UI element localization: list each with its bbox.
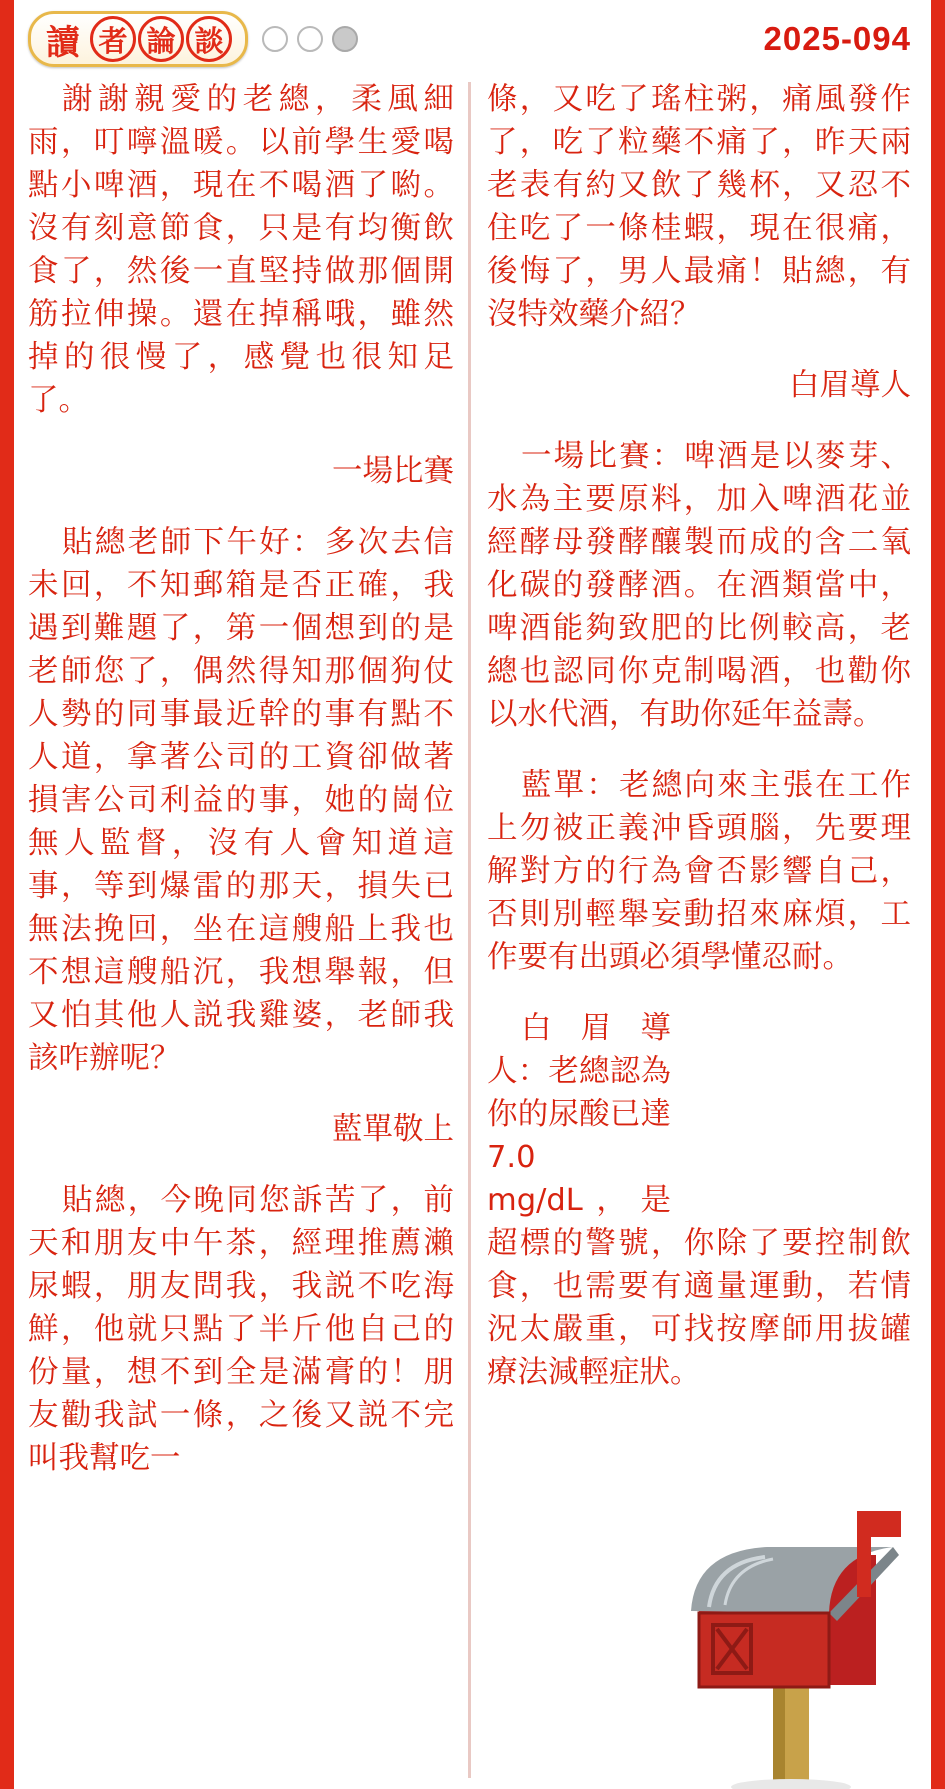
- left-column: [28, 78, 468, 1778]
- logo-char-2: 者: [90, 16, 136, 62]
- column-logo: [28, 11, 248, 67]
- letter-3-signature: 白眉導人: [789, 368, 911, 403]
- decorative-dots: [262, 26, 358, 52]
- logo-char-4: 談: [186, 16, 232, 62]
- reply-3-text: 白眉導人：老總認為你的尿酸已達7.0 mg/dL，是超標的警號，你除了要控制飲食，也需要有適量運動，若情況太嚴重，可找按摩師用拔罐療法減輕症狀。: [487, 1011, 911, 1390]
- logo-char-1: 讀: [46, 22, 80, 63]
- logo-char-3: 論: [138, 16, 184, 62]
- letter-3-body: 貼總，今晚同您訴苦了，前天和朋友中午茶，經理推薦瀨尿蝦，朋友問我，我説不吃海鮮，他就只點了半斤他自己的份量，想不到全是滿膏的！朋友勸我試一條，之後又説不完叫我幫吃一: [28, 1183, 454, 1476]
- dot-icon-2: [297, 26, 323, 52]
- issue-number: 2025-094: [763, 20, 911, 57]
- reply-2: 藍單：老總向來主張在工作上勿被正義沖昏頭腦，先要理解對方的行為會否影響自己，否則別輕舉妄動招來麻煩，工作要有出頭必須學懂忍耐。: [487, 768, 911, 975]
- dot-icon-1: [262, 26, 288, 52]
- letter-2-body: 貼總老師下午好：多次去信未回，不知郵箱是否正確，我遇到難題了，第一個想到的是老師您了，偶然得知那個狗仗人勢的同事最近幹的事有點不人道，拿著公司的工資卻做著損害公司利益的事，她的崗位無人監督，沒有人會知道這事，等到爆雷的那天，損失已無法挽回，坐在這艘船上我也不想這艘船沉，我想舉報，但又怕其他人説我雞婆，老師我該咋辦呢？: [28, 525, 454, 1076]
- article-columns: [14, 78, 931, 1778]
- reply-1: 一場比賽：啤酒是以麥芽、水為主要原料，加入啤酒花並經酵母發酵釀製而成的含二氧化碳的發酵酒。在酒類當中，啤酒能夠致肥的比例較高，老總也認同你克制喝酒，也勸你以水代酒，有助你延年益壽。: [487, 439, 911, 732]
- right-column: [471, 78, 911, 1778]
- page-header: [14, 0, 931, 78]
- letter-1-signature: 一場比賽: [332, 454, 454, 489]
- reply-3: [487, 1007, 911, 1394]
- letter-2-signature: 藍單敬上: [332, 1112, 454, 1147]
- text-wrap-spacer: [671, 1007, 911, 1217]
- letter-3-body-continued: 條，又吃了瑤柱粥，痛風發作了，吃了粒藥不痛了，昨天兩老表有約又飲了幾杯，又忍不住吃了一條桂蝦，現在很痛，後悔了，男人最痛！貼總，有沒特效藥介紹？: [487, 82, 911, 332]
- letter-1-body: 謝謝親愛的老總，柔風細雨，叮嚀溫暖。以前學生愛喝點小啤酒，現在不喝酒了喲。沒有刻意節食，只是有均衡飲食了，然後一直堅持做那個開筋拉伸操。還在掉稱哦，雖然掉的很慢了，感覺也很知足了。: [28, 82, 454, 418]
- dot-icon-3: [332, 26, 358, 52]
